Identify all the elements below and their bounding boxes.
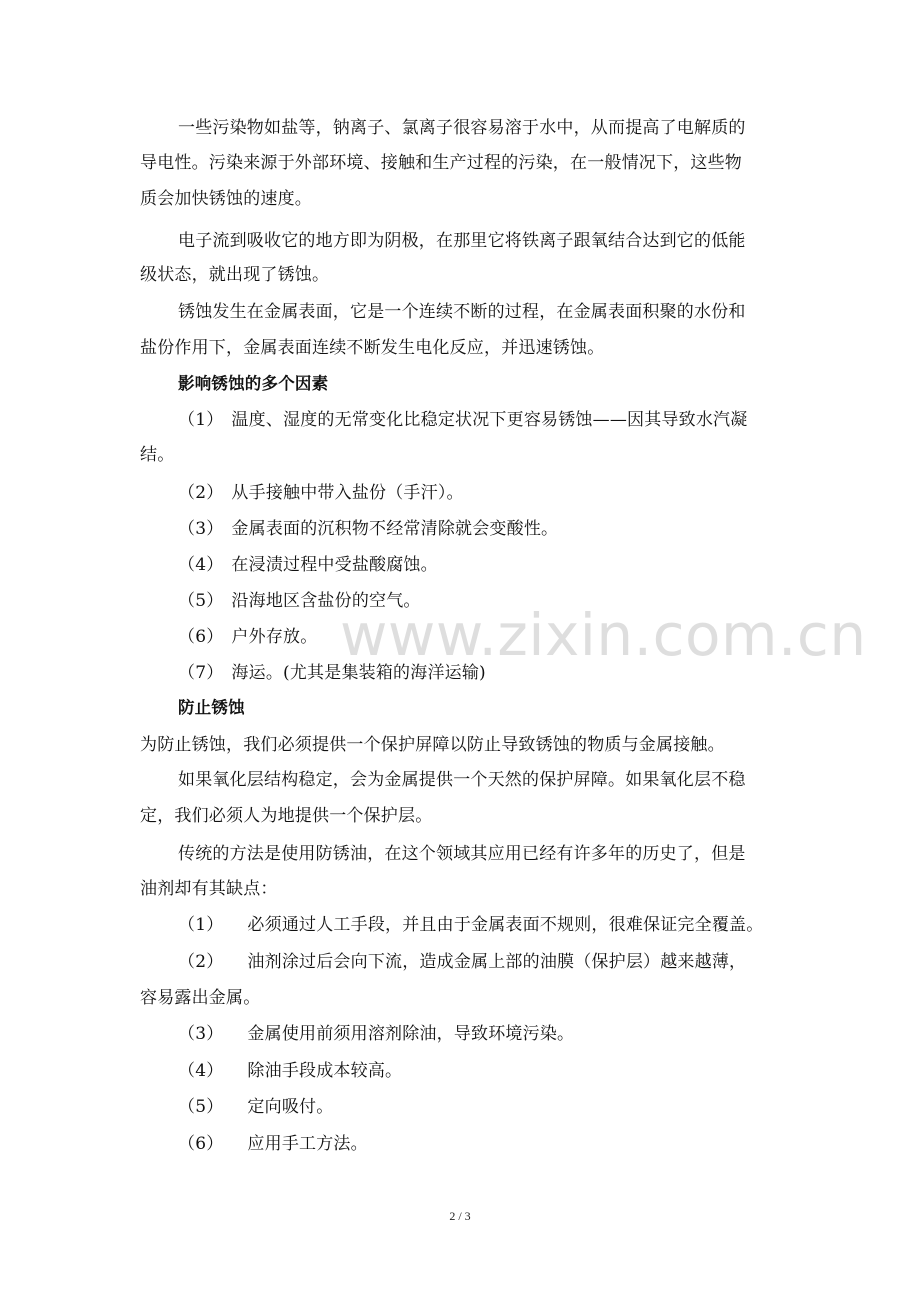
factor-number: （1） (178, 410, 224, 430)
drawback-number: （1） (178, 915, 224, 935)
drawback-number: （5） (178, 1097, 224, 1117)
drawback-text: 应用手工方法。 (247, 1134, 368, 1154)
page-number: 2 / 3 (449, 1209, 471, 1223)
drawback-text: 油剂涂过后会向下流，造成金属上部的油膜（保护层）越来越薄， (247, 952, 747, 972)
paragraph-6-line-1: 传统的方法是使用防锈油，在这个领域其应用已经有许多年的历史了，但是 (178, 844, 746, 864)
drawback-text: 定向吸付。 (247, 1097, 334, 1117)
drawback-item-5 (178, 1096, 333, 1118)
drawback-text: 除油手段成本较高。 (247, 1061, 403, 1081)
paragraph-6-line-2: 油剂却有其缺点： (140, 879, 278, 899)
drawback-number: （6） (178, 1134, 224, 1154)
section-heading-factors: 影响锈蚀的多个因素 (178, 374, 329, 393)
paragraph-1-line-3: 质会加快锈蚀的速度。 (140, 189, 312, 209)
paragraph-4-line-1: 为防止锈蚀，我们必须提供一个保护屏障以防止导致锈蚀的物质与金属接触。 (140, 735, 725, 755)
factor-text: 在浸渍过程中受盐酸腐蚀。 (231, 555, 438, 575)
factor-item-2 (178, 482, 464, 504)
factor-text: 从手接触中带入盐份（手汗）。 (231, 483, 464, 503)
drawback-number: （4） (178, 1061, 224, 1081)
drawback-item-6 (178, 1133, 368, 1155)
paragraph-1-line-2: 导电性。污染来源于外部环境、接触和生产过程的污染，在一般情况下，这些物 (140, 153, 742, 173)
factor-number: （7） (178, 663, 224, 683)
paragraph-5-line-2: 定，我们必须人为地提供一个保护层。 (140, 806, 433, 826)
paragraph-2-line-2: 级状态，就出现了锈蚀。 (140, 265, 330, 285)
factor-text: 金属表面的沉积物不经常清除就会变酸性。 (231, 519, 559, 539)
paragraph-3-line-1: 锈蚀发生在金属表面，它是一个连续不断的过程，在金属表面积聚的水份和 (178, 302, 746, 322)
factor-text: 海运。(尤其是集装箱的海洋运输) (231, 663, 486, 683)
factor-item-6 (178, 626, 317, 648)
factor-number: （2） (178, 483, 224, 503)
factor-number: （5） (178, 591, 224, 611)
drawback-number: （3） (178, 1024, 224, 1044)
factor-text: 沿海地区含盐份的空气。 (231, 591, 421, 611)
factor-number: （6） (178, 627, 224, 647)
factor-item-1-continuation: 结。 (140, 445, 175, 465)
factor-number: （3） (178, 519, 224, 539)
paragraph-1-line-1: 一些污染物如盐等，钠离子、氯离子很容易溶于水中，从而提高了电解质的 (178, 118, 746, 138)
watermark: www.zixin.com.cn (340, 601, 867, 669)
drawback-text: 金属使用前须用溶剂除油，导致环境污染。 (247, 1024, 575, 1044)
drawback-item-2 (178, 951, 746, 973)
drawback-item-1 (178, 914, 763, 936)
paragraph-3-line-2: 盐份作用下，金属表面连续不断发生电化反应，并迅速锈蚀。 (140, 338, 605, 358)
drawback-item-4 (178, 1060, 402, 1082)
factor-item-4 (178, 554, 438, 576)
factor-number: （4） (178, 555, 224, 575)
paragraph-5-line-1: 如果氧化层结构稳定，会为金属提供一个天然的保护屏障。如果氧化层不稳 (178, 770, 746, 790)
paragraph-2-line-1: 电子流到吸收它的地方即为阴极，在那里它将铁离子跟氧结合达到它的低能 (178, 231, 746, 251)
drawback-number: （2） (178, 952, 224, 972)
drawback-item-2-continuation: 容易露出金属。 (140, 988, 261, 1008)
drawback-item-3 (178, 1023, 574, 1045)
drawback-text: 必须通过人工手段，并且由于金属表面不规则，很难保证完全覆盖。 (247, 915, 764, 935)
factor-item-3 (178, 518, 558, 540)
factor-text: 温度、湿度的无常变化比稳定状况下更容易锈蚀——因其导致水汽凝 (231, 410, 748, 430)
section-heading-prevention: 防止锈蚀 (178, 698, 245, 717)
factor-text: 户外存放。 (231, 627, 318, 647)
factor-item-1 (178, 409, 747, 431)
